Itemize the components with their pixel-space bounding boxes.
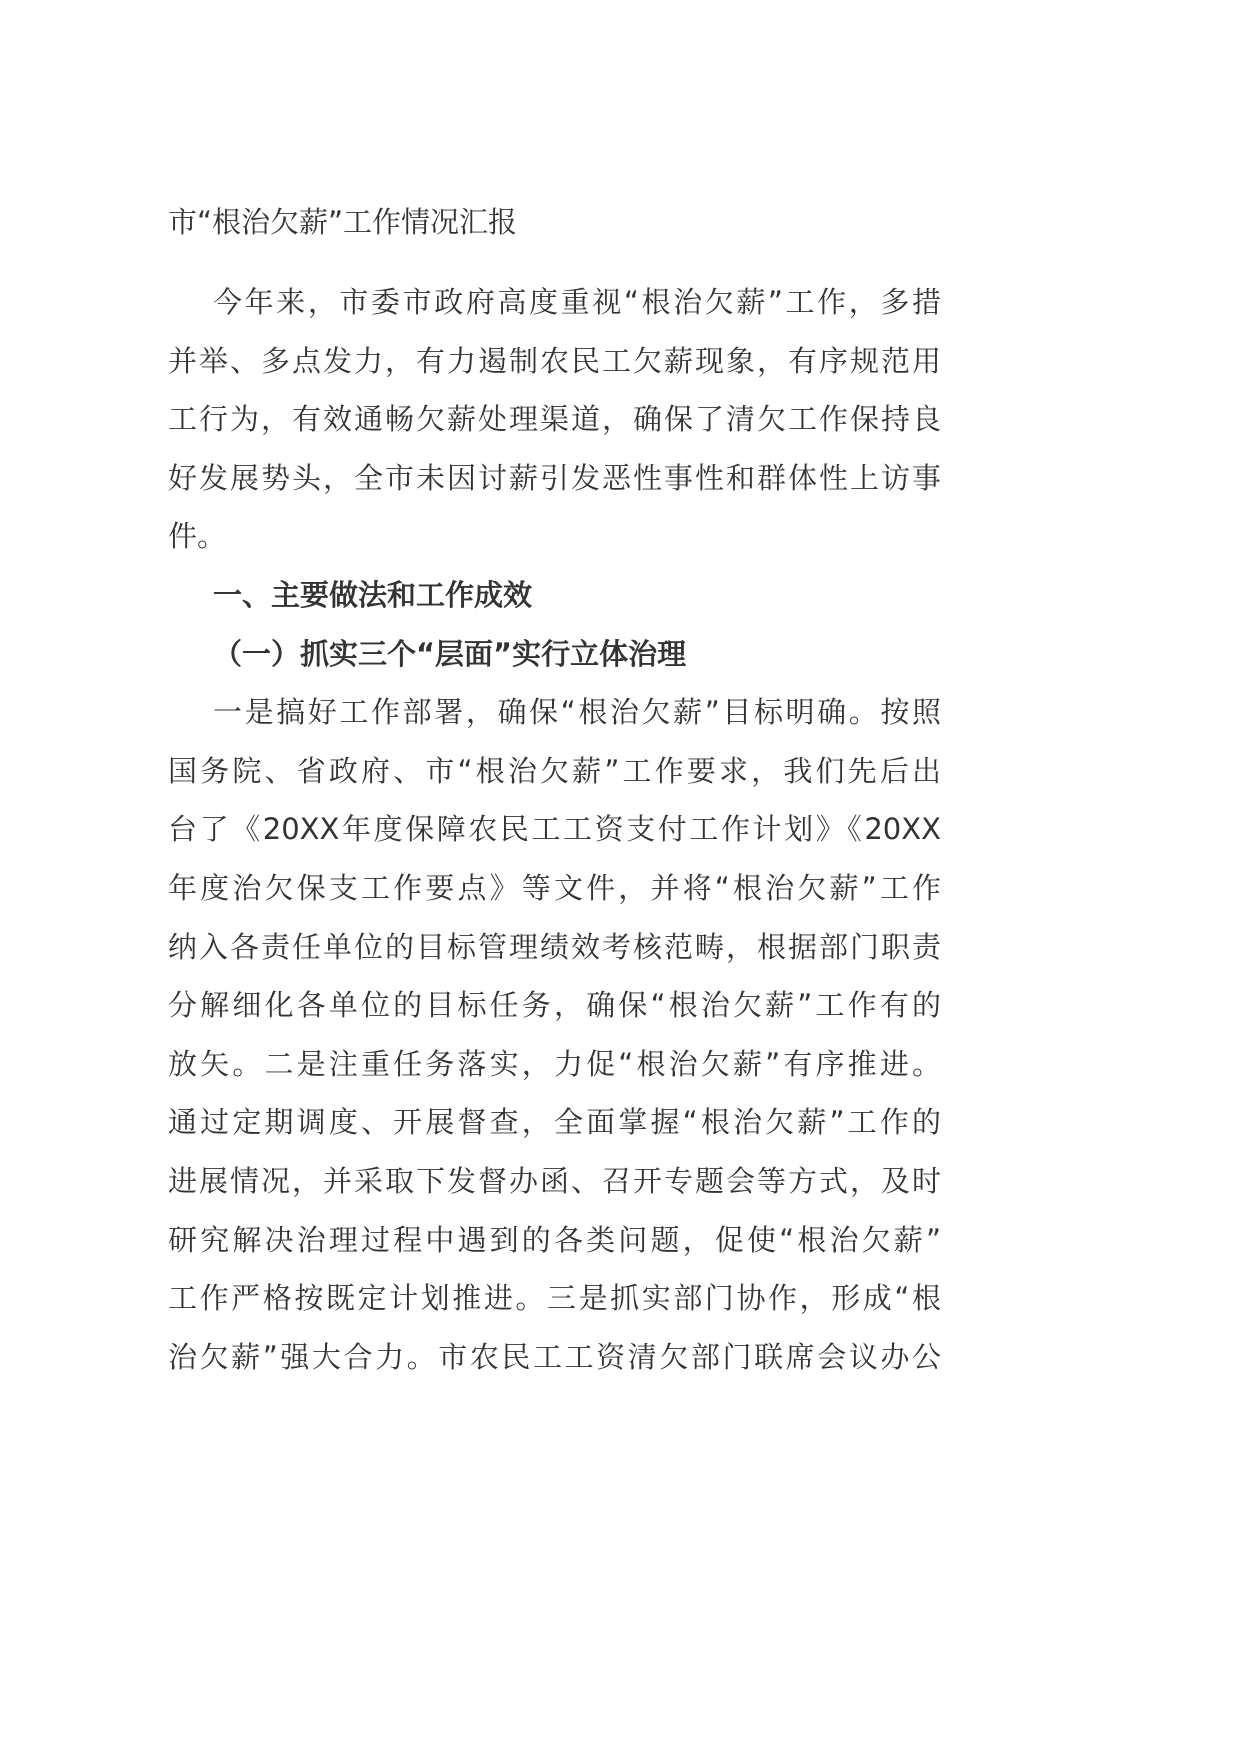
paragraph-line: 工作严格按既定计划推进。三是抓实部门协作，形成“根 — [168, 1281, 941, 1316]
paragraph-line: 通过定期调度、开展督查，全面掌握“根治欠薪”工作的 — [168, 1105, 941, 1140]
document-title: 市“根治欠薪”工作情况汇报 — [168, 205, 518, 239]
intro-line: 并举、多点发力，有力遏制农民工欠薪现象，有序规范用 — [168, 343, 941, 378]
paragraph-line: 一是搞好工作部署，确保“根治欠薪”目标明确。按照 — [213, 695, 941, 730]
document-body — [168, 273, 941, 1386]
paragraph-line: 台了《20XX年度保障农民工工资支付工作计划》《20XX — [168, 812, 941, 847]
paragraph-line: 进展情况，并采取下发督办函、召开专题会等方式，及时 — [168, 1163, 941, 1198]
paragraph-line: 分解细化各单位的目标任务，确保“根治欠薪”工作有的 — [168, 988, 941, 1023]
paragraph-line: 年度治欠保支工作要点》等文件，并将“根治欠薪”工作 — [168, 870, 941, 905]
paragraph-line: 研究解决治理过程中遇到的各类问题，促使“根治欠薪” — [168, 1222, 941, 1257]
intro-line: 工行为，有效通畅欠薪处理渠道，确保了清欠工作保持良 — [168, 402, 941, 437]
section-heading: 一、主要做法和工作成效 — [213, 577, 533, 612]
intro-line: 件。 — [168, 519, 227, 554]
subsection-heading: （一）抓实三个“层面”实行立体治理 — [213, 636, 687, 671]
paragraph-line: 放矢。二是注重任务落实，力促“根治欠薪”有序推进。 — [168, 1046, 941, 1081]
intro-line: 好发展势头，全市未因讨薪引发恶性事性和群体性上访事 — [168, 460, 941, 495]
paragraph-line: 治欠薪”强大合力。市农民工工资清欠部门联席会议办公 — [168, 1339, 941, 1374]
paragraph-line: 国务院、省政府、市“根治欠薪”工作要求，我们先后出 — [168, 753, 941, 788]
intro-line: 今年来，市委市政府高度重视“根治欠薪”工作，多措 — [213, 285, 941, 319]
paragraph-line: 纳入各责任单位的目标管理绩效考核范畴，根据部门职责 — [168, 929, 941, 964]
